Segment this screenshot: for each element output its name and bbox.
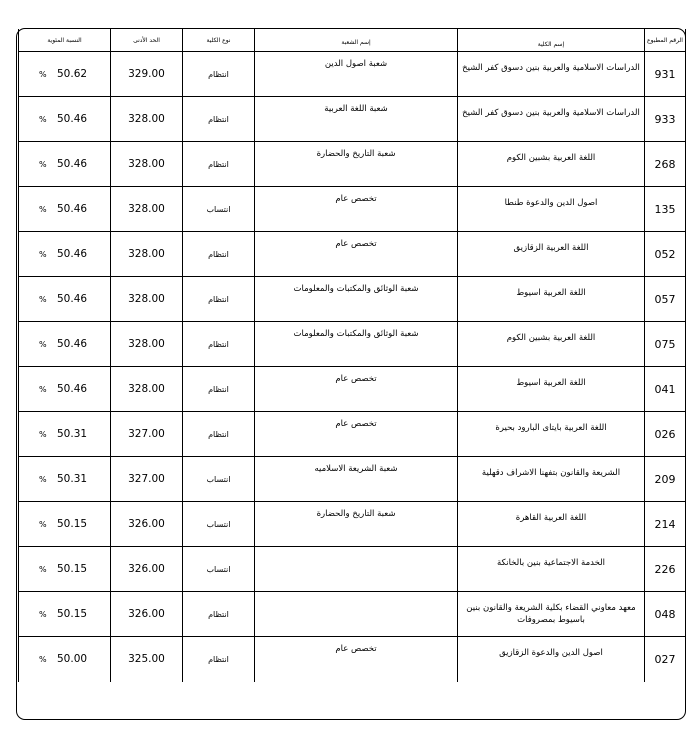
cell-code: 052 (645, 232, 686, 277)
cell-division (255, 592, 458, 637)
percentage-value: 50.46 (57, 158, 88, 170)
cell-min: 328.00 (111, 232, 183, 277)
cell-percentage (19, 52, 111, 97)
cell-type: انتظام (183, 367, 255, 412)
cell-type: انتظام (183, 322, 255, 367)
cell-type: انتساب (183, 457, 255, 502)
cell-code: 268 (645, 142, 686, 187)
percent-sign: % (39, 655, 47, 665)
cell-type: انتظام (183, 412, 255, 457)
percentage-value: 50.46 (57, 338, 88, 350)
cell-min: 326.00 (111, 502, 183, 547)
cell-faculty: اللغة العربية القاهرة (458, 502, 645, 547)
cell-division: شعبة الوثائق والمكتبات والمعلومات (255, 277, 458, 322)
table-row (19, 592, 686, 637)
percentage-value: 50.00 (57, 653, 88, 666)
header-pct: النسبة المئوية (19, 29, 111, 52)
cell-code: 027 (645, 637, 686, 682)
cell-percentage (19, 277, 111, 322)
cell-min: 328.00 (111, 277, 183, 322)
cell-faculty: اصول الدين والدعوة طنطا (458, 187, 645, 232)
cell-percentage (19, 502, 111, 547)
cell-percentage (19, 322, 111, 367)
percentage-value: 50.15 (57, 563, 88, 575)
percent-sign: % (39, 385, 47, 394)
cell-percentage (19, 457, 111, 502)
cell-percentage (19, 97, 111, 142)
cell-type: انتظام (183, 97, 255, 142)
table-row (19, 502, 686, 547)
cell-min: 327.00 (111, 457, 183, 502)
cell-division: شعبة الشريعة الاسلاميه (255, 457, 458, 502)
cell-percentage (19, 232, 111, 277)
header-row (19, 29, 686, 52)
cell-code: 026 (645, 412, 686, 457)
cell-faculty: اللغة العربية بايتاى البارود بحيرة (458, 412, 645, 457)
cell-percentage (19, 547, 111, 592)
percentage-value: 50.15 (57, 518, 88, 530)
cell-division: تخصص عام (255, 187, 458, 232)
percent-sign: % (39, 70, 47, 79)
cell-division: تخصص عام (255, 412, 458, 457)
table-row (19, 142, 686, 187)
cell-type: انتظام (183, 52, 255, 97)
percentage-value: 50.46 (57, 248, 88, 260)
cell-faculty: اللغة العربية بشبين الكوم (458, 142, 645, 187)
percentage-value: 50.62 (57, 68, 88, 80)
percent-sign: % (39, 250, 47, 259)
cell-faculty: اللغة العربية الزقازيق (458, 232, 645, 277)
percentage-value: 50.46 (57, 293, 88, 305)
header-type: نوع الكلية (183, 29, 255, 52)
percent-sign: % (39, 205, 47, 214)
percent-sign: % (39, 565, 47, 574)
cell-division: شعبة اصول الدين (255, 52, 458, 97)
cell-code: 933 (645, 97, 686, 142)
cell-faculty: الشريعة والقانون بتفهنا الاشراف دقهلية (458, 457, 645, 502)
cell-percentage (19, 187, 111, 232)
cell-code: 075 (645, 322, 686, 367)
cell-type: انتظام (183, 277, 255, 322)
table-row (19, 547, 686, 592)
cell-code: 226 (645, 547, 686, 592)
table-row (19, 97, 686, 142)
table-row (19, 232, 686, 277)
cell-faculty: اللغة العربية اسيوط (458, 277, 645, 322)
cell-type: انتظام (183, 592, 255, 637)
cell-code: 057 (645, 277, 686, 322)
percent-sign: % (39, 340, 47, 349)
results-table (18, 29, 686, 682)
percentage-value: 50.15 (57, 608, 88, 620)
header-min: الحد الأدنى (111, 29, 183, 52)
percentage-value: 50.46 (57, 113, 88, 125)
cell-type: انتظام (183, 142, 255, 187)
header-faculty: إسم الكلية (458, 29, 645, 52)
cell-faculty: اللغة العربية اسيوط (458, 367, 645, 412)
table-row (19, 457, 686, 502)
cell-code: 931 (645, 52, 686, 97)
cell-min: 328.00 (111, 97, 183, 142)
cell-percentage (19, 412, 111, 457)
cell-division: تخصص عام (255, 367, 458, 412)
cell-faculty: معهد معاوني القضاء بكلية الشريعة والقانون بنين باسيوط بمصروفات (458, 592, 645, 637)
cell-min: 327.00 (111, 412, 183, 457)
cell-min: 326.00 (111, 547, 183, 592)
cell-division: تخصص عام (255, 232, 458, 277)
cell-code: 135 (645, 187, 686, 232)
header-code: الرقم المطبوع (645, 29, 686, 52)
header-division: إسم الشعبة (255, 29, 458, 52)
cell-code: 041 (645, 367, 686, 412)
cell-division: شعبة الوثائق والمكتبات والمعلومات (255, 322, 458, 367)
table-row (19, 52, 686, 97)
cell-min: 328.00 (111, 187, 183, 232)
cell-division (255, 547, 458, 592)
cell-type: انتظام (183, 232, 255, 277)
cell-code: 048 (645, 592, 686, 637)
percent-sign: % (39, 475, 47, 484)
percentage-value: 50.31 (57, 473, 88, 485)
cell-division: شعبة التاريخ والحضارة (255, 142, 458, 187)
percentage-value: 50.46 (57, 383, 88, 395)
table-row (19, 637, 686, 682)
table-row (19, 412, 686, 457)
percent-sign: % (39, 295, 47, 304)
cell-min: 329.00 (111, 52, 183, 97)
cell-min: 328.00 (111, 367, 183, 412)
cell-division: شعبة التاريخ والحضارة (255, 502, 458, 547)
percent-sign: % (39, 160, 47, 169)
cell-division: تخصص عام (255, 637, 458, 682)
cell-faculty: اصول الدين والدعوة الزقازيق (458, 637, 645, 682)
percent-sign: % (39, 610, 47, 619)
cell-min: 326.00 (111, 592, 183, 637)
cell-faculty: الدراسات الاسلامية والعربية بنين دسوق كفر الشيخ (458, 97, 645, 142)
table-row (19, 322, 686, 367)
cell-type: انتساب (183, 187, 255, 232)
cell-min: 328.00 (111, 322, 183, 367)
cell-faculty: اللغة العربية بشبين الكوم (458, 322, 645, 367)
cell-type: انتظام (183, 637, 255, 682)
cell-min: 325.00 (111, 637, 183, 682)
cell-percentage (19, 637, 111, 682)
cell-faculty: الخدمة الاجتماعية بنين بالخانكة (458, 547, 645, 592)
cell-percentage (19, 367, 111, 412)
cell-type: انتساب (183, 502, 255, 547)
percentage-value: 50.31 (57, 428, 88, 440)
percent-sign: % (39, 520, 47, 529)
table-row (19, 187, 686, 232)
cell-min: 328.00 (111, 142, 183, 187)
cell-code: 209 (645, 457, 686, 502)
cell-percentage (19, 142, 111, 187)
table-row (19, 277, 686, 322)
percent-sign: % (39, 430, 47, 439)
cell-type: انتساب (183, 547, 255, 592)
table-row (19, 367, 686, 412)
cell-faculty: الدراسات الاسلامية والعربية بنين دسوق كفر الشيخ (458, 52, 645, 97)
percentage-value: 50.46 (57, 203, 88, 215)
cell-division: شعبة اللغة العربية (255, 97, 458, 142)
percent-sign: % (39, 115, 47, 124)
cell-code: 214 (645, 502, 686, 547)
cell-percentage (19, 592, 111, 637)
